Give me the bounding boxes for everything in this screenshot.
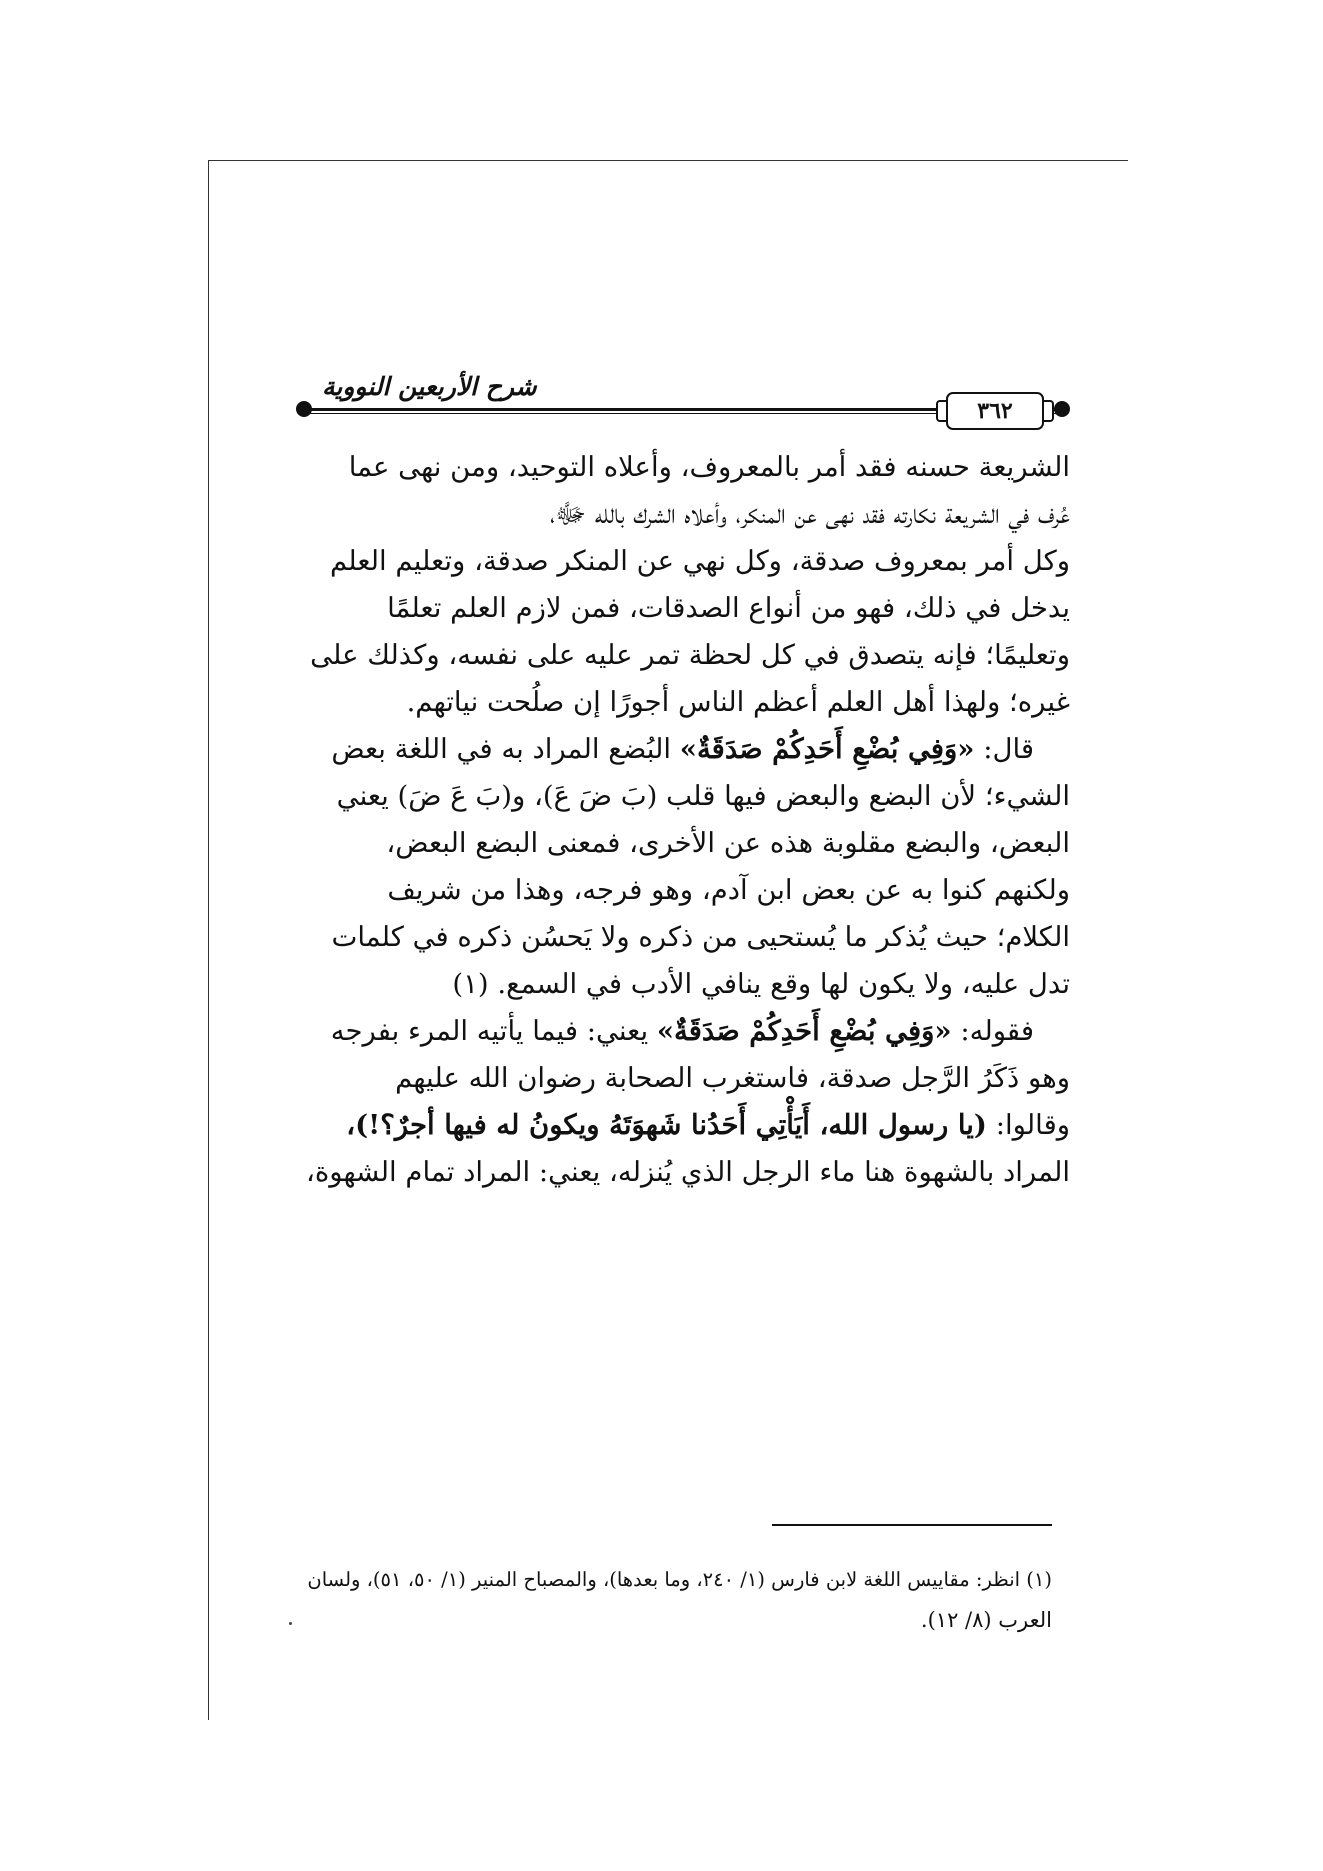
footnote-separator [772, 1524, 1052, 1526]
paragraph-lead: فقوله: [951, 1015, 1034, 1047]
hadith-quote: «وَفِي بُضْعِ أَحَدِكُمْ صَدَقَةٌ» [656, 1015, 952, 1047]
body-line: الشيء؛ لأن البضع والبعض فيها قلب (بَ ضَ عَ)، و(بَ عَ ضَ) يعني [336, 780, 1070, 812]
paragraph-text: يعني: فيما يأتيه المرء بفرجه [330, 1015, 657, 1047]
scan-speck [289, 1622, 292, 1625]
paragraph-lead: قال: [974, 733, 1034, 765]
body-line: الشريعة حسنه فقد أمر بالمعروف، وأعلاه التوحيد، ومن نهى عما [348, 451, 1070, 483]
body-line: تدل عليه، ولا يكون لها وقع ينافي الأدب في السمع. (١) [452, 968, 1070, 1000]
paragraph-text: وقالوا: [986, 1109, 1070, 1141]
paragraph-opening-line [296, 1008, 1070, 1055]
body-line: وتعليمًا؛ فإنه يتصدق في كل لحظة تمر عليه على نفسه، وكذلك على [310, 639, 1070, 671]
body-line: البعض، والبضع مقلوبة هذه عن الأخرى، فمعنى البضع البعض، [386, 827, 1070, 859]
footnotes [300, 1560, 1052, 1640]
body-line: غيره؛ ولهذا أهل العلم أعظم الناس أجورًا إن صلُحت نياتهم. [406, 686, 1070, 718]
hadith-quote: «وَفِي بُضْعِ أَحَدِكُمْ صَدَقَةٌ» [679, 733, 975, 765]
body-line: وكل أمر بمعروف صدقة، وكل نهي عن المنكر صدقة، وتعليم العلم [329, 545, 1070, 577]
paragraph-text: البُضع المراد به في اللغة بعض [331, 733, 680, 765]
body-line: وهو ذَكَرُ الرَّجل صدقة، فاستغرب الصحابة رضوان الله عليهم [395, 1062, 1070, 1094]
page-number: ٣٦٢ [946, 392, 1044, 430]
body-line: يدخل في ذلك، فهو من أنواع الصدقات، فمن لازم العلم تعلمًا [387, 592, 1070, 624]
footnote-line: (١) انظر: مقاييس اللغة لابن فارس (١/ ٢٤٠، وما بعدها)، والمصباح المنير (١/ ٥٠، ٥١)، ولسان [307, 1568, 1052, 1591]
companions-quote: (يا رسول الله، أَيَأْتِي أَحَدُنا شَهوَتَهُ ويكونُ له فيها أجرٌ؟!)، [346, 1109, 987, 1141]
body-line: الكلام؛ حيث يُذكر ما يُستحيى من ذكره ولا يَحسُن ذكره في كلمات [331, 921, 1070, 953]
crop-mark-left [208, 160, 209, 1720]
body-line: ولكنهم كنوا به عن بعض ابن آدم، وهو فرجه، وهذا من شريف [387, 874, 1070, 906]
footnote-line: العرب (٨/ ١٢). [920, 1608, 1052, 1632]
header-ornament-right [1054, 401, 1070, 417]
body-line [296, 1102, 1070, 1149]
body-text [296, 444, 1070, 1196]
paragraph-opening-line [296, 726, 1070, 773]
crop-mark-top [208, 160, 1128, 161]
page-header [296, 368, 1070, 438]
body-line: المراد بالشهوة هنا ماء الرجل الذي يُنزله، يعني: المراد تمام الشهوة، [305, 1156, 1070, 1188]
header-ornament-left [296, 401, 312, 417]
running-title: شرح الأربعين النووية [322, 372, 537, 401]
body-line: عُرف في الشريعة نكارته فقد نهى عن المنكر، وأعلاه الشرك بالله ﷻ، [549, 498, 1070, 530]
